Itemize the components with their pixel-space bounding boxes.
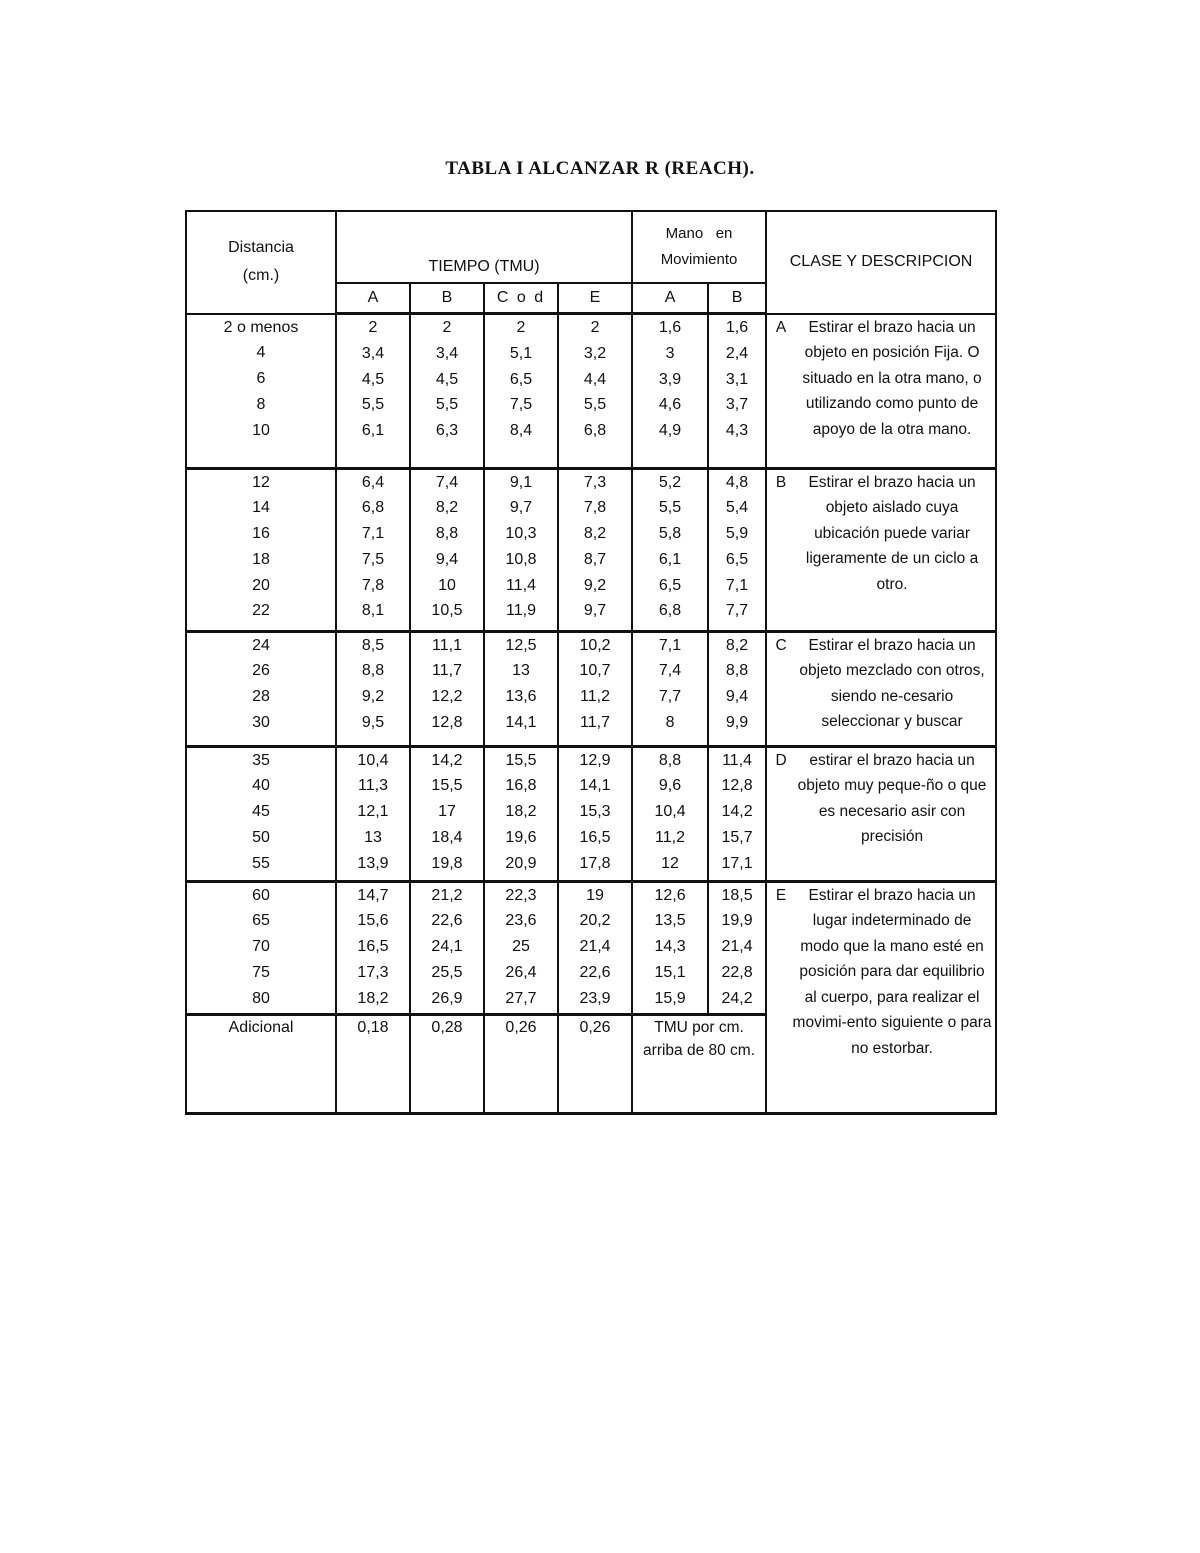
cell-tmu-note: TMU por cm. arriba de 80 cm. (632, 1014, 766, 1113)
header-clase: CLASE Y DESCRIPCION (766, 211, 996, 314)
reach-table (185, 210, 997, 1115)
cell-b: 7,4 8,2 8,8 9,4 10 10,5 (410, 468, 484, 631)
cell-mano-a: 5,2 5,5 5,8 6,1 6,5 6,8 (632, 468, 708, 631)
table-row-group-e (186, 881, 996, 1014)
class-letter: E (775, 886, 787, 904)
header-movimiento-label: Movimiento (660, 251, 738, 268)
cell-e: 12,9 14,1 15,3 16,5 17,8 (558, 746, 632, 881)
cell-adicional-b: 0,28 (410, 1014, 484, 1113)
subheader-e: E (558, 283, 632, 314)
cell-mano-b: 8,2 8,8 9,4 9,9 (708, 631, 766, 746)
subheader-b: B (410, 283, 484, 314)
class-letter: A (775, 318, 787, 336)
cell-mano-a: 12,6 13,5 14,3 15,1 15,9 (632, 881, 708, 1014)
cell-a: 10,4 11,3 12,1 13 13,9 (336, 746, 410, 881)
cell-adicional-a: 0,18 (336, 1014, 410, 1113)
cell-adicional-label: Adicional (186, 1014, 336, 1113)
cell-a: 6,4 6,8 7,1 7,5 7,8 8,1 (336, 468, 410, 631)
cell-cd: 2 5,1 6,5 7,5 8,4 (484, 314, 558, 469)
header-cm-label: (cm.) (242, 267, 280, 285)
header-distancia-label: Distancia (228, 239, 294, 257)
cell-cd: 12,5 13 13,6 14,1 (484, 631, 558, 746)
class-letter: B (775, 473, 787, 491)
cell-mano-b: 11,4 12,8 14,2 15,7 17,1 (708, 746, 766, 881)
subheader-a: A (336, 283, 410, 314)
header-mano-label: Mano en (665, 225, 733, 242)
cell-mano-b: 1,6 2,4 3,1 3,7 4,3 (708, 314, 766, 469)
cell-distancia: 2 o menos 4 6 8 10 (186, 314, 336, 469)
cell-distancia: 60 65 70 75 80 (186, 881, 336, 1014)
cell-a: 14,7 15,6 16,5 17,3 18,2 (336, 881, 410, 1014)
cell-cd: 9,1 9,7 10,3 10,8 11,4 11,9 (484, 468, 558, 631)
page-title: TABLA I ALCANZAR R (REACH). (445, 158, 755, 179)
cell-e: 7,3 7,8 8,2 8,7 9,2 9,7 (558, 468, 632, 631)
class-description: Estirar el brazo hacia un lugar indeterminado de modo que la mano esté en posición para dar equilibrio al cuerpo, para realizar el movimi-ento siguiente o para no estorbar. (792, 886, 992, 1057)
cell-distancia: 35 40 45 50 55 (186, 746, 336, 881)
cell-mano-a: 1,6 3 3,9 4,6 4,9 (632, 314, 708, 469)
cell-b: 14,2 15,5 17 18,4 19,8 (410, 746, 484, 881)
subheader-mano-a: A (632, 283, 708, 314)
table-row-group-b (186, 468, 996, 631)
subheader-cd: C o d (484, 283, 558, 314)
cell-descripcion (766, 746, 996, 881)
cell-adicional-e: 0,26 (558, 1014, 632, 1113)
class-description: Estirar el brazo hacia un objeto en posición Fija. O situado en la otra mano, o utilizando como punto de apoyo de la otra mano. (802, 318, 982, 438)
header-distancia (186, 211, 336, 314)
header-tiempo: TIEMPO (TMU) (336, 211, 632, 283)
table-row-group-d (186, 746, 996, 881)
class-description: Estirar el brazo hacia un objeto aislado cuya ubicación puede variar ligeramente de un ciclo a otro. (805, 473, 979, 593)
cell-mano-b: 18,5 19,9 21,4 22,8 24,2 (708, 881, 766, 1014)
cell-descripcion (766, 631, 996, 746)
cell-e: 10,2 10,7 11,2 11,7 (558, 631, 632, 746)
cell-distancia: 12 14 16 18 20 22 (186, 468, 336, 631)
subheader-mano-b: B (708, 283, 766, 314)
cell-b: 11,1 11,7 12,2 12,8 (410, 631, 484, 746)
cell-a: 8,5 8,8 9,2 9,5 (336, 631, 410, 746)
cell-mano-b: 4,8 5,4 5,9 6,5 7,1 7,7 (708, 468, 766, 631)
class-description: estirar el brazo hacia un objeto muy peque-ño o que es necesario asir con precisión (797, 751, 987, 845)
cell-descripcion (766, 314, 996, 469)
class-description: Estirar el brazo hacia un objeto mezclado con otros, siendo ne-cesario seleccionar y buscar (799, 636, 985, 730)
table-row-group-a (186, 314, 996, 469)
cell-b: 21,2 22,6 24,1 25,5 26,9 (410, 881, 484, 1014)
header-mano-en-movimiento (632, 211, 766, 283)
cell-adicional-cd: 0,26 (484, 1014, 558, 1113)
cell-distancia: 24 26 28 30 (186, 631, 336, 746)
cell-cd: 15,5 16,8 18,2 19,6 20,9 (484, 746, 558, 881)
cell-e: 2 3,2 4,4 5,5 6,8 (558, 314, 632, 469)
cell-descripcion (766, 468, 996, 631)
cell-b: 2 3,4 4,5 5,5 6,3 (410, 314, 484, 469)
cell-e: 19 20,2 21,4 22,6 23,9 (558, 881, 632, 1014)
cell-a: 2 3,4 4,5 5,5 6,1 (336, 314, 410, 469)
class-letter: D (775, 751, 787, 769)
cell-descripcion (766, 881, 996, 1113)
table-row-group-c (186, 631, 996, 746)
class-letter: C (775, 636, 787, 654)
cell-mano-a: 7,1 7,4 7,7 8 (632, 631, 708, 746)
cell-cd: 22,3 23,6 25 26,4 27,7 (484, 881, 558, 1014)
cell-mano-a: 8,8 9,6 10,4 11,2 12 (632, 746, 708, 881)
